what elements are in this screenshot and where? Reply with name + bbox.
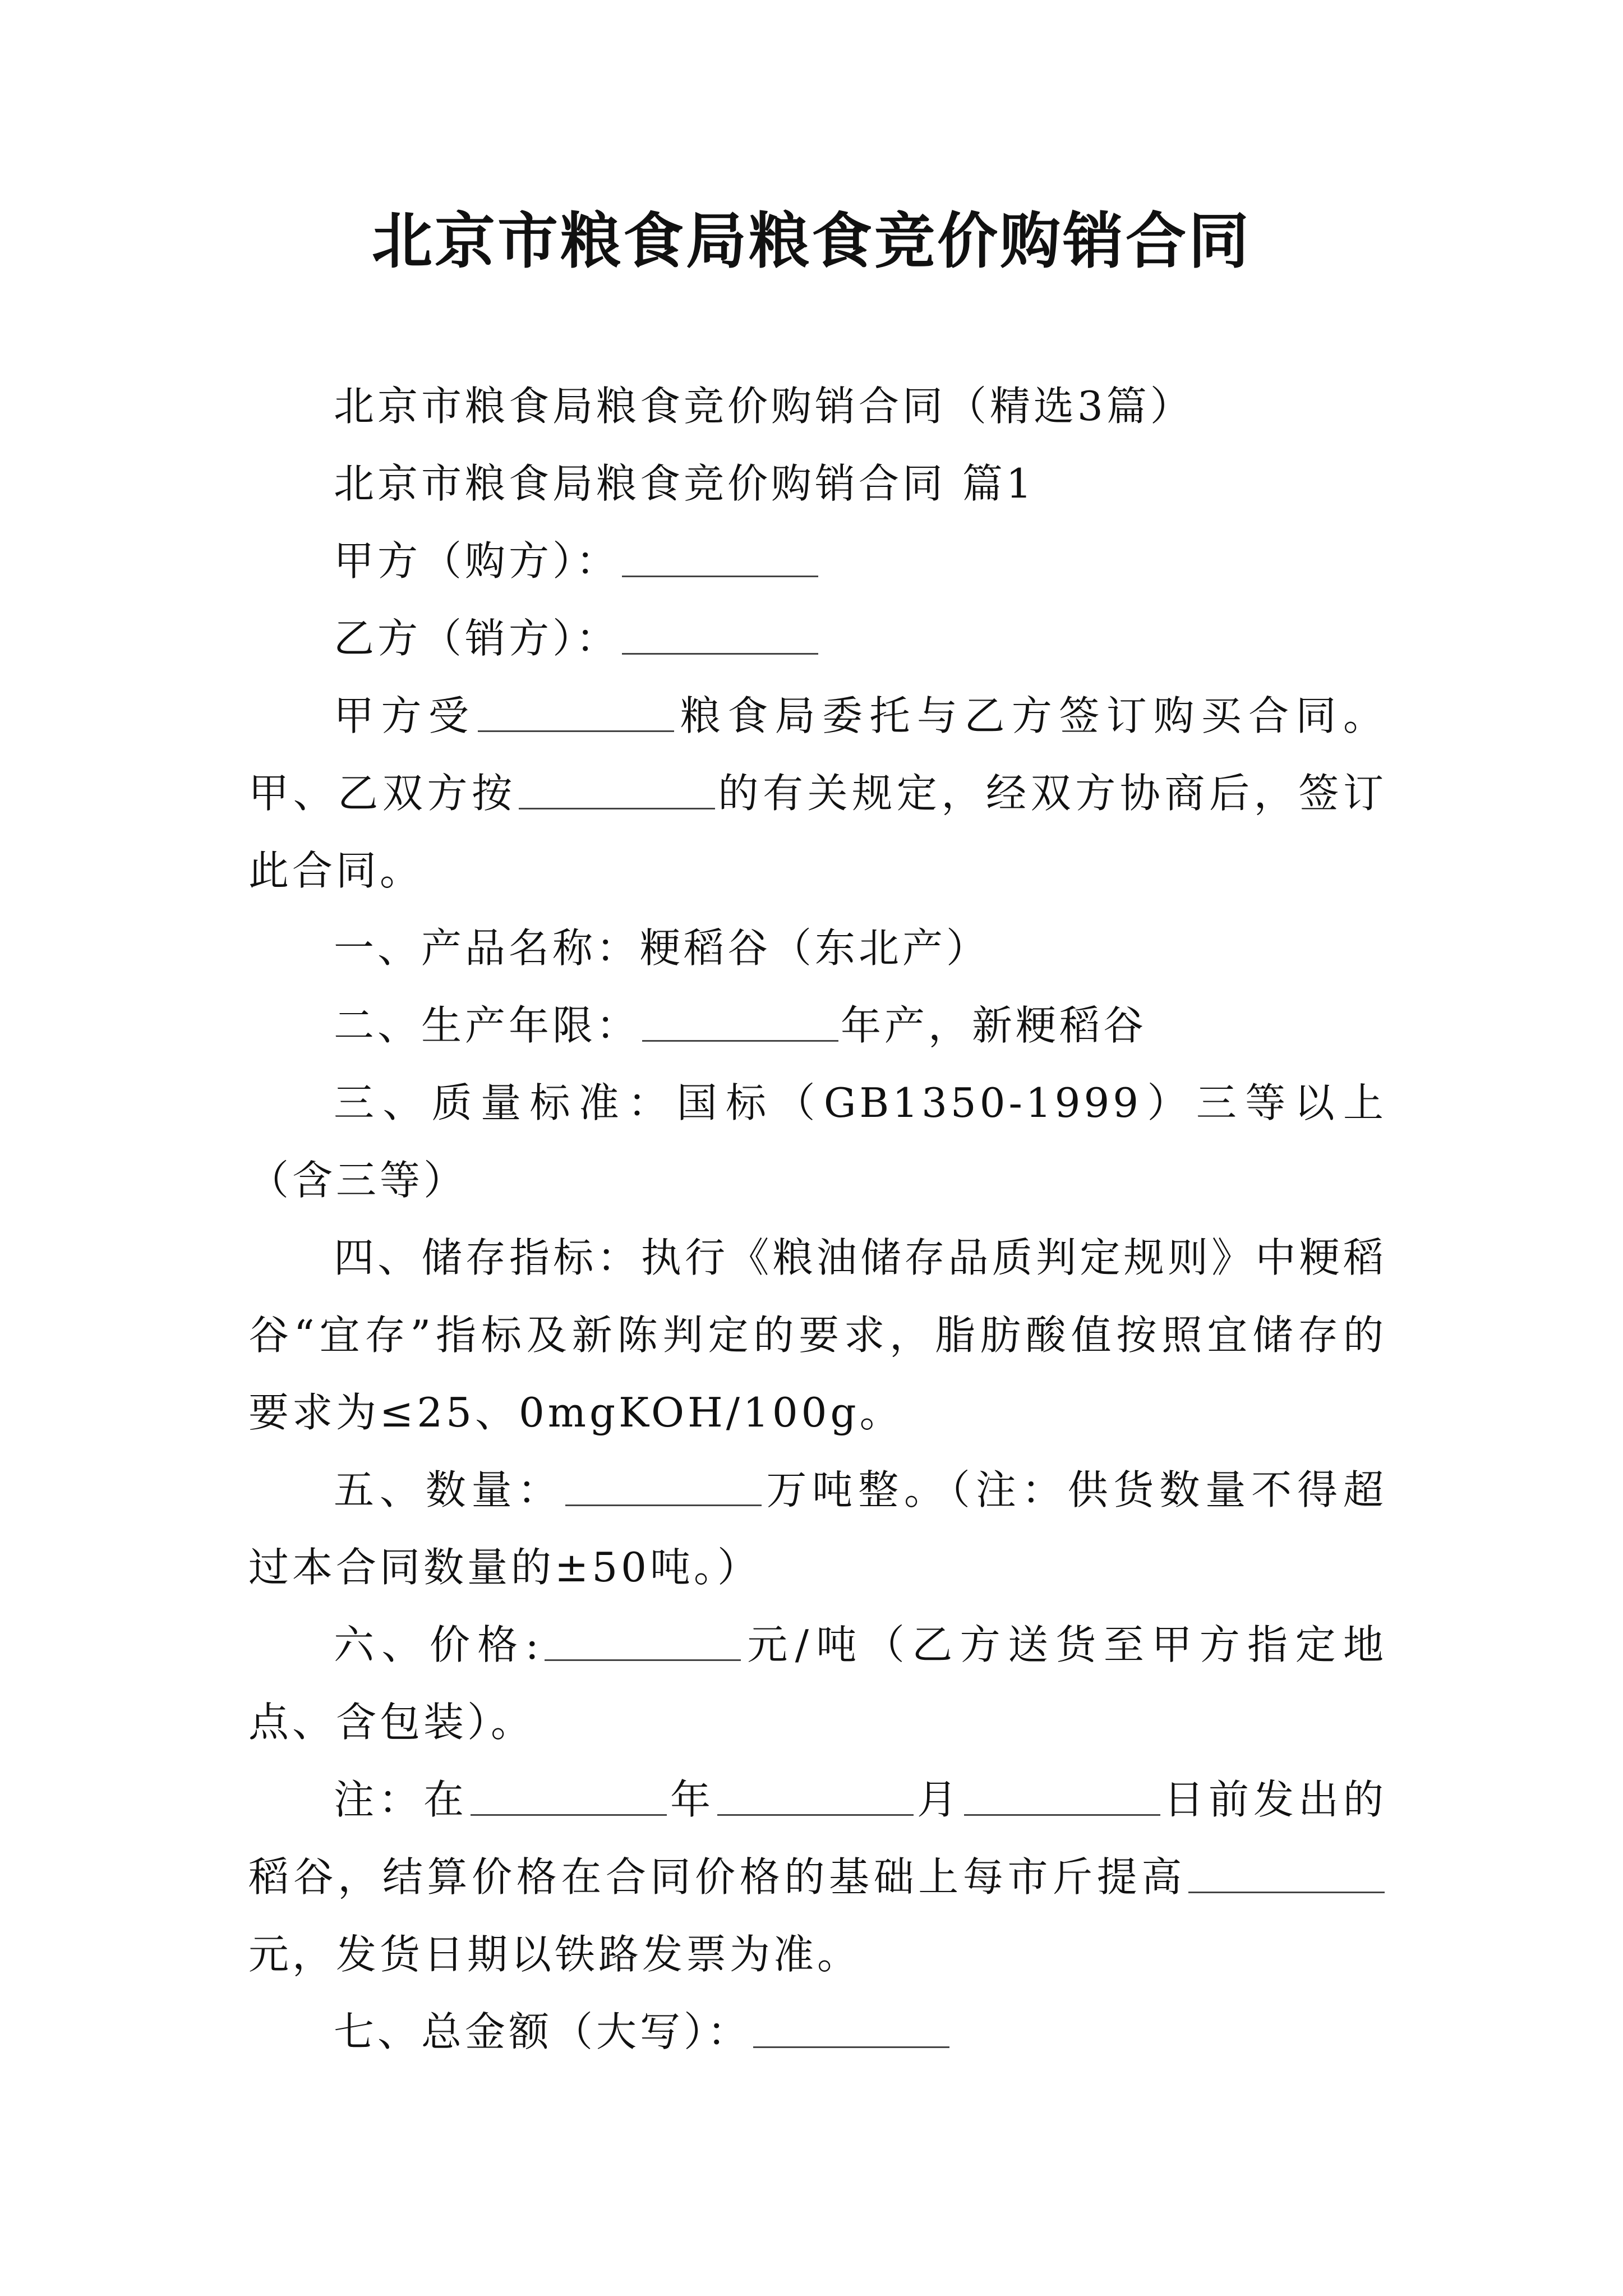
document-title: 北京市粮食局粮食竞价购销合同: [371, 206, 1251, 277]
paragraph-text: 元，发货日期以铁路发票为准。: [248, 1931, 861, 1978]
contract-paragraph: [248, 600, 1387, 677]
fill-in-blank: [622, 536, 818, 577]
fill-in-blank: [1188, 1852, 1385, 1893]
document-subtitle: 北京市粮食局粮食竞价购销合同（精选3篇）: [334, 383, 1194, 430]
paragraph-text: 年: [669, 1776, 715, 1823]
paragraph-text: 月: [916, 1776, 962, 1823]
paragraph-text: 万吨整。（注：供货数量不得超过本合同数量的±50吨。）: [248, 1466, 1387, 1591]
contract-paragraph: [248, 522, 1387, 600]
paragraph-text: 乙方（销方）：: [334, 615, 620, 662]
paragraph-text: 注：在: [334, 1776, 468, 1823]
fill-in-blank: [478, 691, 674, 732]
fill-in-blank: [471, 1775, 667, 1816]
contract-paragraph: [248, 1219, 1387, 1451]
paragraph-text: 四、储存指标：执行《粮油储存品质判定规则》中粳稻谷“宜存”指标及新陈判定的要求，脂肪酸值按照宜储存的要求为≤25、0mgKOH/100g。: [248, 1234, 1387, 1436]
paragraph-text: 的有关规定，经双方协商后，签订此合同。: [248, 770, 1387, 894]
fill-in-blank: [565, 1465, 762, 1506]
document-body: [248, 367, 1387, 2070]
paragraph-text: 甲方受: [334, 692, 476, 739]
paragraph-text: 粮食局委托与乙方签订购买合同。甲、乙双方按: [248, 692, 1387, 817]
paragraph-text: 日前发出的稻谷，结算价格在合同价格的基础上每市斤提高: [248, 1776, 1387, 1901]
contract-paragraph: [248, 987, 1387, 1064]
contract-paragraph: [248, 677, 1387, 909]
contract-paragraph: [248, 1064, 1387, 1219]
paragraph-text: 元/吨（乙方送货至甲方指定地点、含包装）。: [248, 1621, 1387, 1746]
fill-in-blank: [519, 769, 715, 809]
paragraph-text: 三、质量标准：国标（GB1350-1999）三等以上（含三等）: [248, 1079, 1387, 1204]
paragraph-text: 五、数量：: [334, 1466, 564, 1513]
contract-paragraph: [248, 1606, 1387, 1761]
paragraph-text: 二、生产年限：: [334, 1002, 640, 1049]
fill-in-blank: [753, 2007, 949, 2048]
fill-in-blank: [717, 1775, 914, 1816]
fill-in-blank: [545, 1620, 741, 1661]
contract-paragraph: [248, 909, 1387, 987]
paragraph-text: 一、产品名称：粳稻谷（东北产）: [334, 924, 990, 972]
contract-paragraph: [248, 1761, 1387, 1993]
paragraph-text: 甲方（购方）：: [334, 537, 620, 585]
contract-paragraph: [248, 1993, 1387, 2070]
paragraph-text: 六、价格:: [334, 1621, 542, 1668]
contract-paragraphs: [248, 522, 1387, 2070]
fill-in-blank: [964, 1775, 1160, 1816]
contract-paragraph: [248, 1451, 1387, 1606]
fill-in-blank: [622, 614, 818, 655]
paragraph-text: 七、总金额（大写）：: [334, 2008, 751, 2055]
fill-in-blank: [642, 1001, 838, 1042]
section-heading: 北京市粮食局粮食竞价购销合同 篇1: [334, 460, 1035, 507]
paragraph-text: 年产，新粳稻谷: [841, 1002, 1147, 1049]
